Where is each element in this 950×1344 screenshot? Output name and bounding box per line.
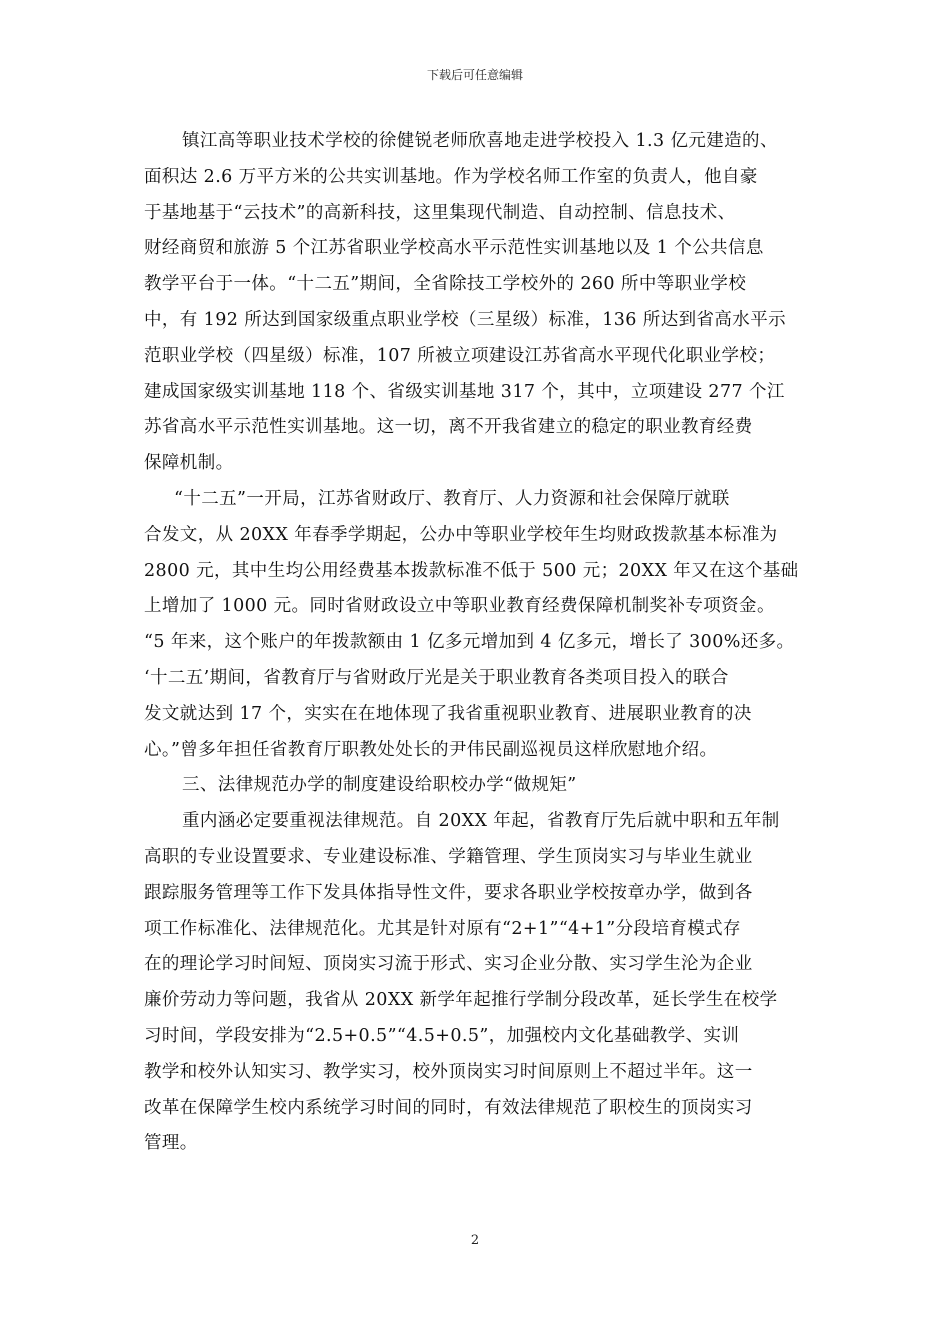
text-line: 管理。 <box>144 1133 198 1154</box>
text-line: 廉价劳动力等问题，我省从 20XX 新学年起推行学制分段改革，延长学生在校学 <box>144 990 778 1011</box>
text-line: 改革在保障学生校内系统学习时间的同时，有效法律规范了职校生的顶岗实习 <box>144 1097 753 1118</box>
text-line: 发文就达到 17 个，实实在在地体现了我省重视职业教育、进展职业教育的决 <box>144 703 752 724</box>
paragraph-3 <box>144 804 816 1162</box>
text-line: 保障机制。 <box>144 453 234 474</box>
text-line: 合发文，从 20XX 年春季学期起，公办中等职业学校年生均财政拨款基本标准为 <box>144 524 778 545</box>
text-line: ‘十二五’期间，省教育厅与省财政厅光是关于职业教育各类项目投入的联合 <box>144 667 729 688</box>
heading-line: 三、法律规范办学的制度建设给职校办学“做规矩” <box>182 775 577 796</box>
page-number: 2 <box>470 1233 480 1248</box>
text-line: 跟踪服务管理等工作下发具体指导性文件，要求各职业学校按章办学，做到各 <box>144 882 753 903</box>
text-line: 镇江高等职业技术学校的徐健锐老师欣喜地走进学校投入 1.3 亿元建造的、 <box>182 131 778 151</box>
paragraph-2 <box>144 482 816 768</box>
paragraph-1 <box>144 124 816 482</box>
text-line: 面积达 2.6 万平方米的公共实训基地。作为学校名师工作室的负责人，他自豪 <box>144 166 758 187</box>
section-heading <box>144 768 816 804</box>
text-line: 在的理论学习时间短、顶岗实习流于形式、实习企业分散、实习学生沦为企业 <box>144 954 753 975</box>
text-line: 教学平台于一体。“十二五”期间，全省除技工学校外的 260 所中等职业学校 <box>144 274 747 295</box>
text-line: 财经商贸和旅游 5 个江苏省职业学校高水平示范性实训基地以及 1 个公共信息 <box>144 238 764 259</box>
text-line: 上增加了 1000 元。同时省财政设立中等职业教育经费保障机制奖补专项资金。 <box>144 596 775 617</box>
text-line: 2800 元，其中生均公用经费基本拨款标准不低于 500 元；20XX 年又在这个基础 <box>144 560 799 581</box>
text-line: 苏省高水平示范性实训基地。这一切，离不开我省建立的稳定的职业教育经费 <box>144 417 753 438</box>
text-line: 心。”曾多年担任省教育厅职教处处长的尹伟民副巡视员这样欣慰地介绍。 <box>144 739 718 760</box>
text-line: 重内涵必定要重视法律规范。自 20XX 年起，省教育厅先后就中职和五年制 <box>182 811 780 832</box>
text-line: “十二五”一开局，江苏省财政厅、教育厅、人力资源和社会保障厅就联 <box>174 488 730 509</box>
page-header: 下载后可任意编辑 <box>426 68 523 82</box>
document-body <box>144 124 816 1162</box>
text-line: 项工作标准化、法律规范化。尤其是针对原有“2+1”“4+1”分段培育模式存 <box>144 918 741 939</box>
text-line: 教学和校外认知实习、教学实习，校外顶岗实习时间原则上不超过半年。这一 <box>144 1061 753 1082</box>
text-line: 习时间，学段安排为“2.5+0.5”“4.5+0.5”，加强校内文化基础教学、实训 <box>144 1025 740 1046</box>
text-line: 高职的专业设置要求、专业建设标准、学籍管理、学生顶岗实习与毕业生就业 <box>144 846 753 867</box>
text-line: “5 年来，这个账户的年拨款额由 1 亿多元增加到 4 亿多元，增长了 300%还多。 <box>144 632 795 653</box>
text-line: 建成国家级实训基地 118 个、省级实训基地 317 个，其中，立项建设 277 个江 <box>144 381 785 402</box>
text-line: 于基地基于“云技术”的高新科技，这里集现代制造、自动控制、信息技术、 <box>144 202 736 223</box>
text-line: 范职业学校（四星级）标准，107 所被立项建设江苏省高水平现代化职业学校； <box>144 345 776 366</box>
text-line: 中，有 192 所达到国家级重点职业学校（三星级）标准，136 所达到省高水平示 <box>144 309 786 330</box>
